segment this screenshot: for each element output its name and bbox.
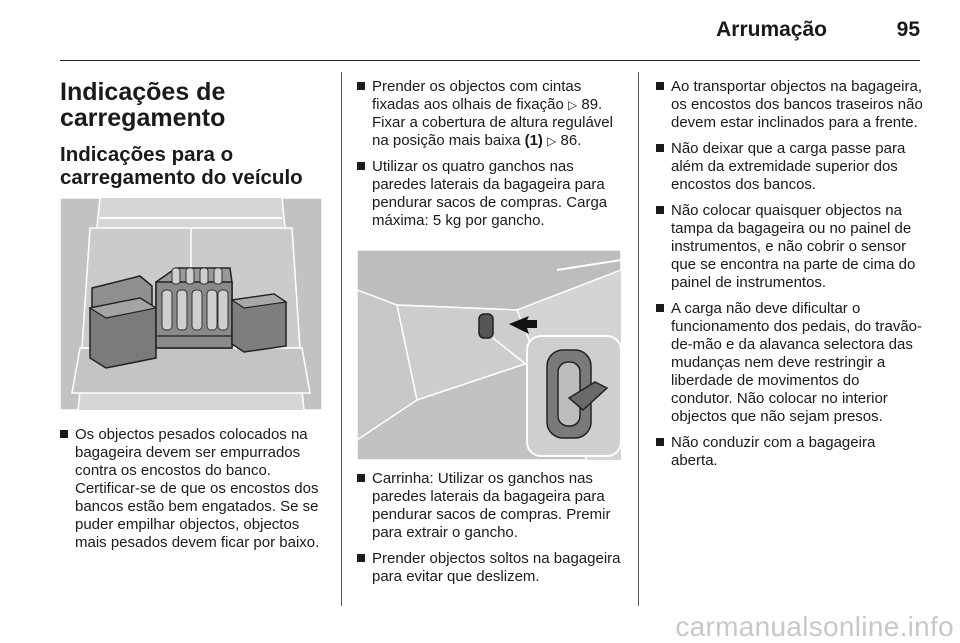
list-item-text: Prender objectos soltos na bagageira para evitar que deslizem. [372,550,621,585]
page-number: 95 [896,18,920,41]
column-3 [656,78,924,478]
list-item [656,140,924,194]
square-bullet-icon [357,554,365,562]
list-item-text: Os objectos pesados colocados na bagageira devem ser empurrados contra os encostos do banco. Certificar-se de que os encostos dos bancos estão bem engatados. Se se puder empilhar objectos, objectos mais pesados devem ficar por baixo. [75,426,320,551]
trunk-loading-illustration [60,198,322,410]
trunk-hook-illustration [357,250,621,460]
column-1 [60,426,325,560]
list-item [357,470,625,542]
section-title: Indicações de carregamento [60,78,226,132]
square-bullet-icon [60,430,68,438]
list-item-text: Fixar a cobertura de altura regulável na posição mais baixa [372,114,613,149]
square-bullet-icon [357,162,365,170]
callout-number: (1) [524,132,543,149]
column-2-top [357,78,625,238]
list-item-text: Ao transportar objectos na bagageira, os encostos dos bancos traseiros não devem estar inclinados para a frente. [671,78,923,131]
list-item-text: Não deixar que a carga passe para além da extremidade superior dos encostos dos bancos. [671,140,906,193]
triangle-right-icon: ▷ [547,134,557,148]
cross-reference[interactable]: 86. [560,132,582,149]
square-bullet-icon [656,144,664,152]
list-item [656,434,924,470]
list-item [656,202,924,292]
list-item [656,300,924,426]
header-rule [60,60,920,61]
list-item-text: Utilizar os quatro ganchos nas paredes laterais da bagageira para pendurar sacos de compras. Carga máxima: 5 kg por gancho. [372,158,608,229]
square-bullet-icon [357,474,365,482]
column-divider [341,72,342,606]
square-bullet-icon [656,206,664,214]
square-bullet-icon [656,82,664,90]
watermark: carmanualsonline.info [675,611,954,642]
list-item-text: Carrinha: Utilizar os ganchos nas paredes laterais da bagageira para pendurar sacos de compras. Premir para extrair o gancho. [372,470,611,541]
header-title: Arrumação [716,18,827,41]
list-item-text: Não colocar quaisquer objectos na tampa da bagageira ou no painel de instrumentos, e não cobrir o sensor que se encontra na parte de cima do painel de instrumentos. [671,202,916,291]
list-item-text: A carga não deve dificultar o funcionamento dos pedais, do travão-de-mão e da alavanca selectora das mudanças nem deve restringir a liberdade de movimentos do condutor. Não colocar no interior objectos que não sejam presos. [671,300,922,425]
list-item-text: Não conduzir com a bagageira aberta. [671,434,876,469]
square-bullet-icon [357,82,365,90]
list-item [60,426,325,552]
list-item-text: Prender os objectos com cintas fixadas aos olhais de fixação [372,78,582,113]
cross-reference[interactable]: 89. [581,96,603,113]
square-bullet-icon [656,438,664,446]
list-item [357,78,625,150]
column-divider [638,72,639,606]
list-item [357,158,625,230]
section-subtitle: Indicações para o carregamento do veículo [60,143,303,189]
column-2-bottom [357,470,625,594]
triangle-right-icon: ▷ [567,98,578,112]
list-item [656,78,924,132]
square-bullet-icon [656,304,664,312]
list-item [357,550,625,586]
